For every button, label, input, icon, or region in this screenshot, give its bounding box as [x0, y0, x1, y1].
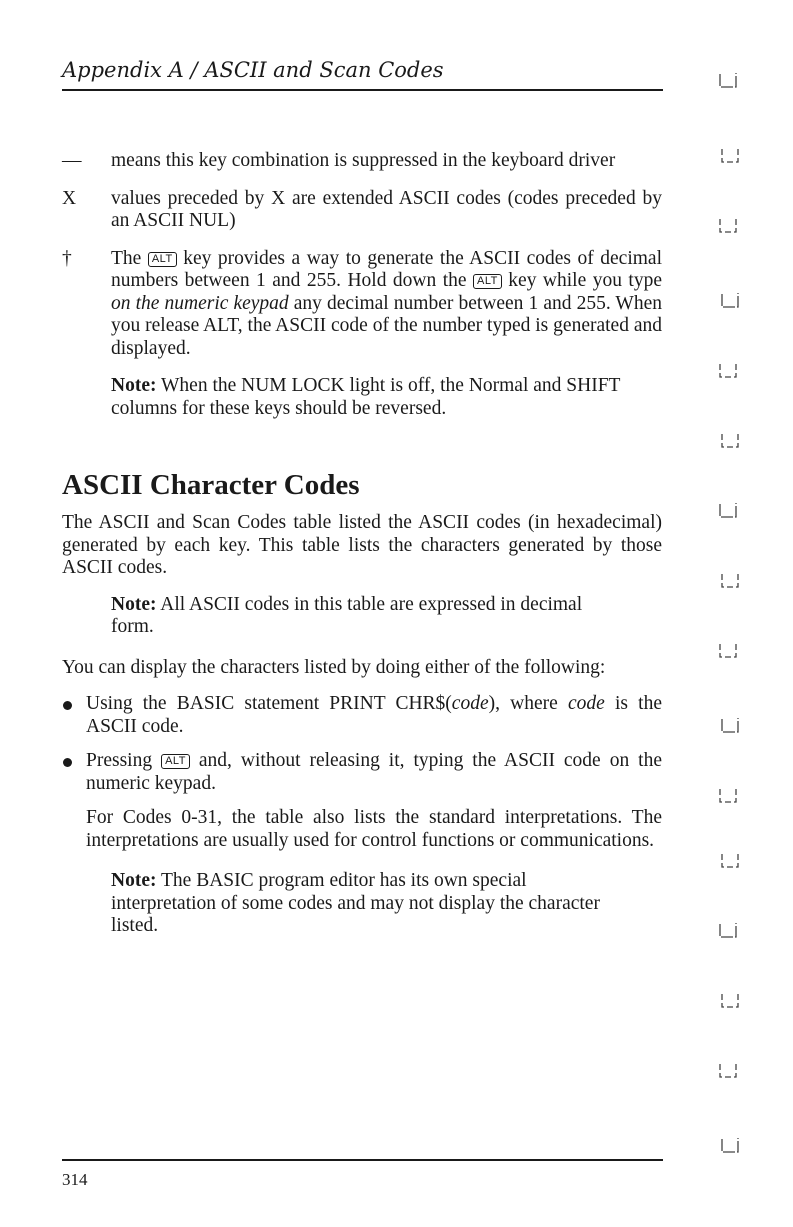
note-label: Note: [111, 870, 157, 891]
margin-mark-icon [720, 570, 742, 590]
footer-rule [62, 1159, 663, 1161]
note-num-lock [111, 375, 621, 420]
definition-row [62, 150, 662, 173]
margin-mark-icon [718, 500, 740, 520]
margin-mark-icon [720, 850, 742, 870]
note-decimal-form [111, 594, 621, 639]
bullet-icon [62, 750, 86, 795]
emphasis: code [567, 693, 605, 714]
alt-keycap: ALT [148, 252, 177, 267]
bullet-text [86, 693, 662, 738]
definition-text: means this key combination is suppressed in the keyboard driver [111, 150, 616, 171]
margin-mark-icon [718, 920, 740, 940]
definition-symbol: X [62, 187, 77, 209]
bullet-text [86, 750, 662, 795]
note-label: Note: [111, 593, 157, 615]
note-text: The BASIC program editor has its own special interpretation of some codes and may not display the character listed. [111, 870, 600, 936]
text-run: any decimal number between 1 and 255. When you release ALT, the ASCII code of the number typed is generated and displayed. [111, 292, 662, 359]
margin-mark-icon [720, 715, 742, 735]
margin-mark-icon [718, 1060, 740, 1080]
margin-mark-icon [718, 215, 740, 235]
section-body [62, 512, 662, 956]
margin-mark-icon [718, 70, 740, 90]
note-text: All ASCII codes in this table are expressed in decimal form. [111, 593, 583, 637]
margin-mark-icon [720, 1135, 742, 1155]
margin-mark-icon [718, 360, 740, 380]
alt-keycap: ALT [473, 274, 502, 289]
emphasis: on the numeric keypad [111, 292, 289, 314]
note-text: When the NUM LOCK light is off, the Normal and SHIFT columns for these keys should be reversed. [111, 375, 621, 419]
paragraph: The ASCII and Scan Codes table listed the ASCII codes (in hexadecimal) generated by each key. This table lists the characters generated by those ASCII codes. [62, 512, 662, 578]
margin-mark-icon [720, 990, 742, 1010]
text-run: Using the BASIC statement PRINT CHR$( [86, 693, 452, 714]
definition-text [111, 248, 662, 361]
paragraph: For Codes 0-31, the table also lists the standard interpretations. The interpretations are usually used for control functions or communications. [86, 807, 662, 851]
note-basic-editor [111, 870, 621, 938]
margin-mark-icon [720, 430, 742, 450]
definition-symbol: — [62, 150, 82, 171]
text-run: is the ASCII code. [86, 693, 662, 737]
header-rule [62, 89, 663, 91]
definition-text: values preceded by X are extended ASCII codes (codes preceded by an ASCII NUL) [111, 187, 662, 231]
note-label: Note: [111, 375, 157, 396]
text-run: ), where [488, 693, 568, 714]
text-run: Pressing [86, 750, 162, 771]
bullet-icon [62, 693, 86, 738]
alt-keycap: ALT [161, 754, 190, 769]
definition-row [62, 248, 662, 361]
bullet-item [62, 693, 662, 738]
margin-mark-icon [720, 145, 742, 165]
binding-margin-marks [718, 50, 768, 1180]
text-run: and, without releasing it, typing the ASCII code on the numeric keypad. [86, 750, 662, 794]
section-heading: ASCII Character Codes [62, 469, 360, 501]
margin-mark-icon [718, 640, 740, 660]
text-run: key provides a way to generate the ASCII codes of decimal numbers between 1 and 255. Hold down the [111, 247, 662, 291]
page-number: 314 [62, 1170, 88, 1189]
paragraph: You can display the characters listed by doing either of the following: [62, 656, 606, 678]
margin-mark-icon [720, 290, 742, 310]
bullet-item [62, 750, 662, 795]
running-header: Appendix A / ASCII and Scan Codes [62, 58, 444, 82]
definition-row [62, 188, 662, 233]
definition-symbol: † [62, 247, 72, 269]
symbol-definitions [62, 150, 662, 420]
emphasis: code [451, 693, 489, 714]
margin-mark-icon [718, 785, 740, 805]
text-run: The [111, 247, 148, 269]
text-run: key while you type [501, 270, 662, 291]
